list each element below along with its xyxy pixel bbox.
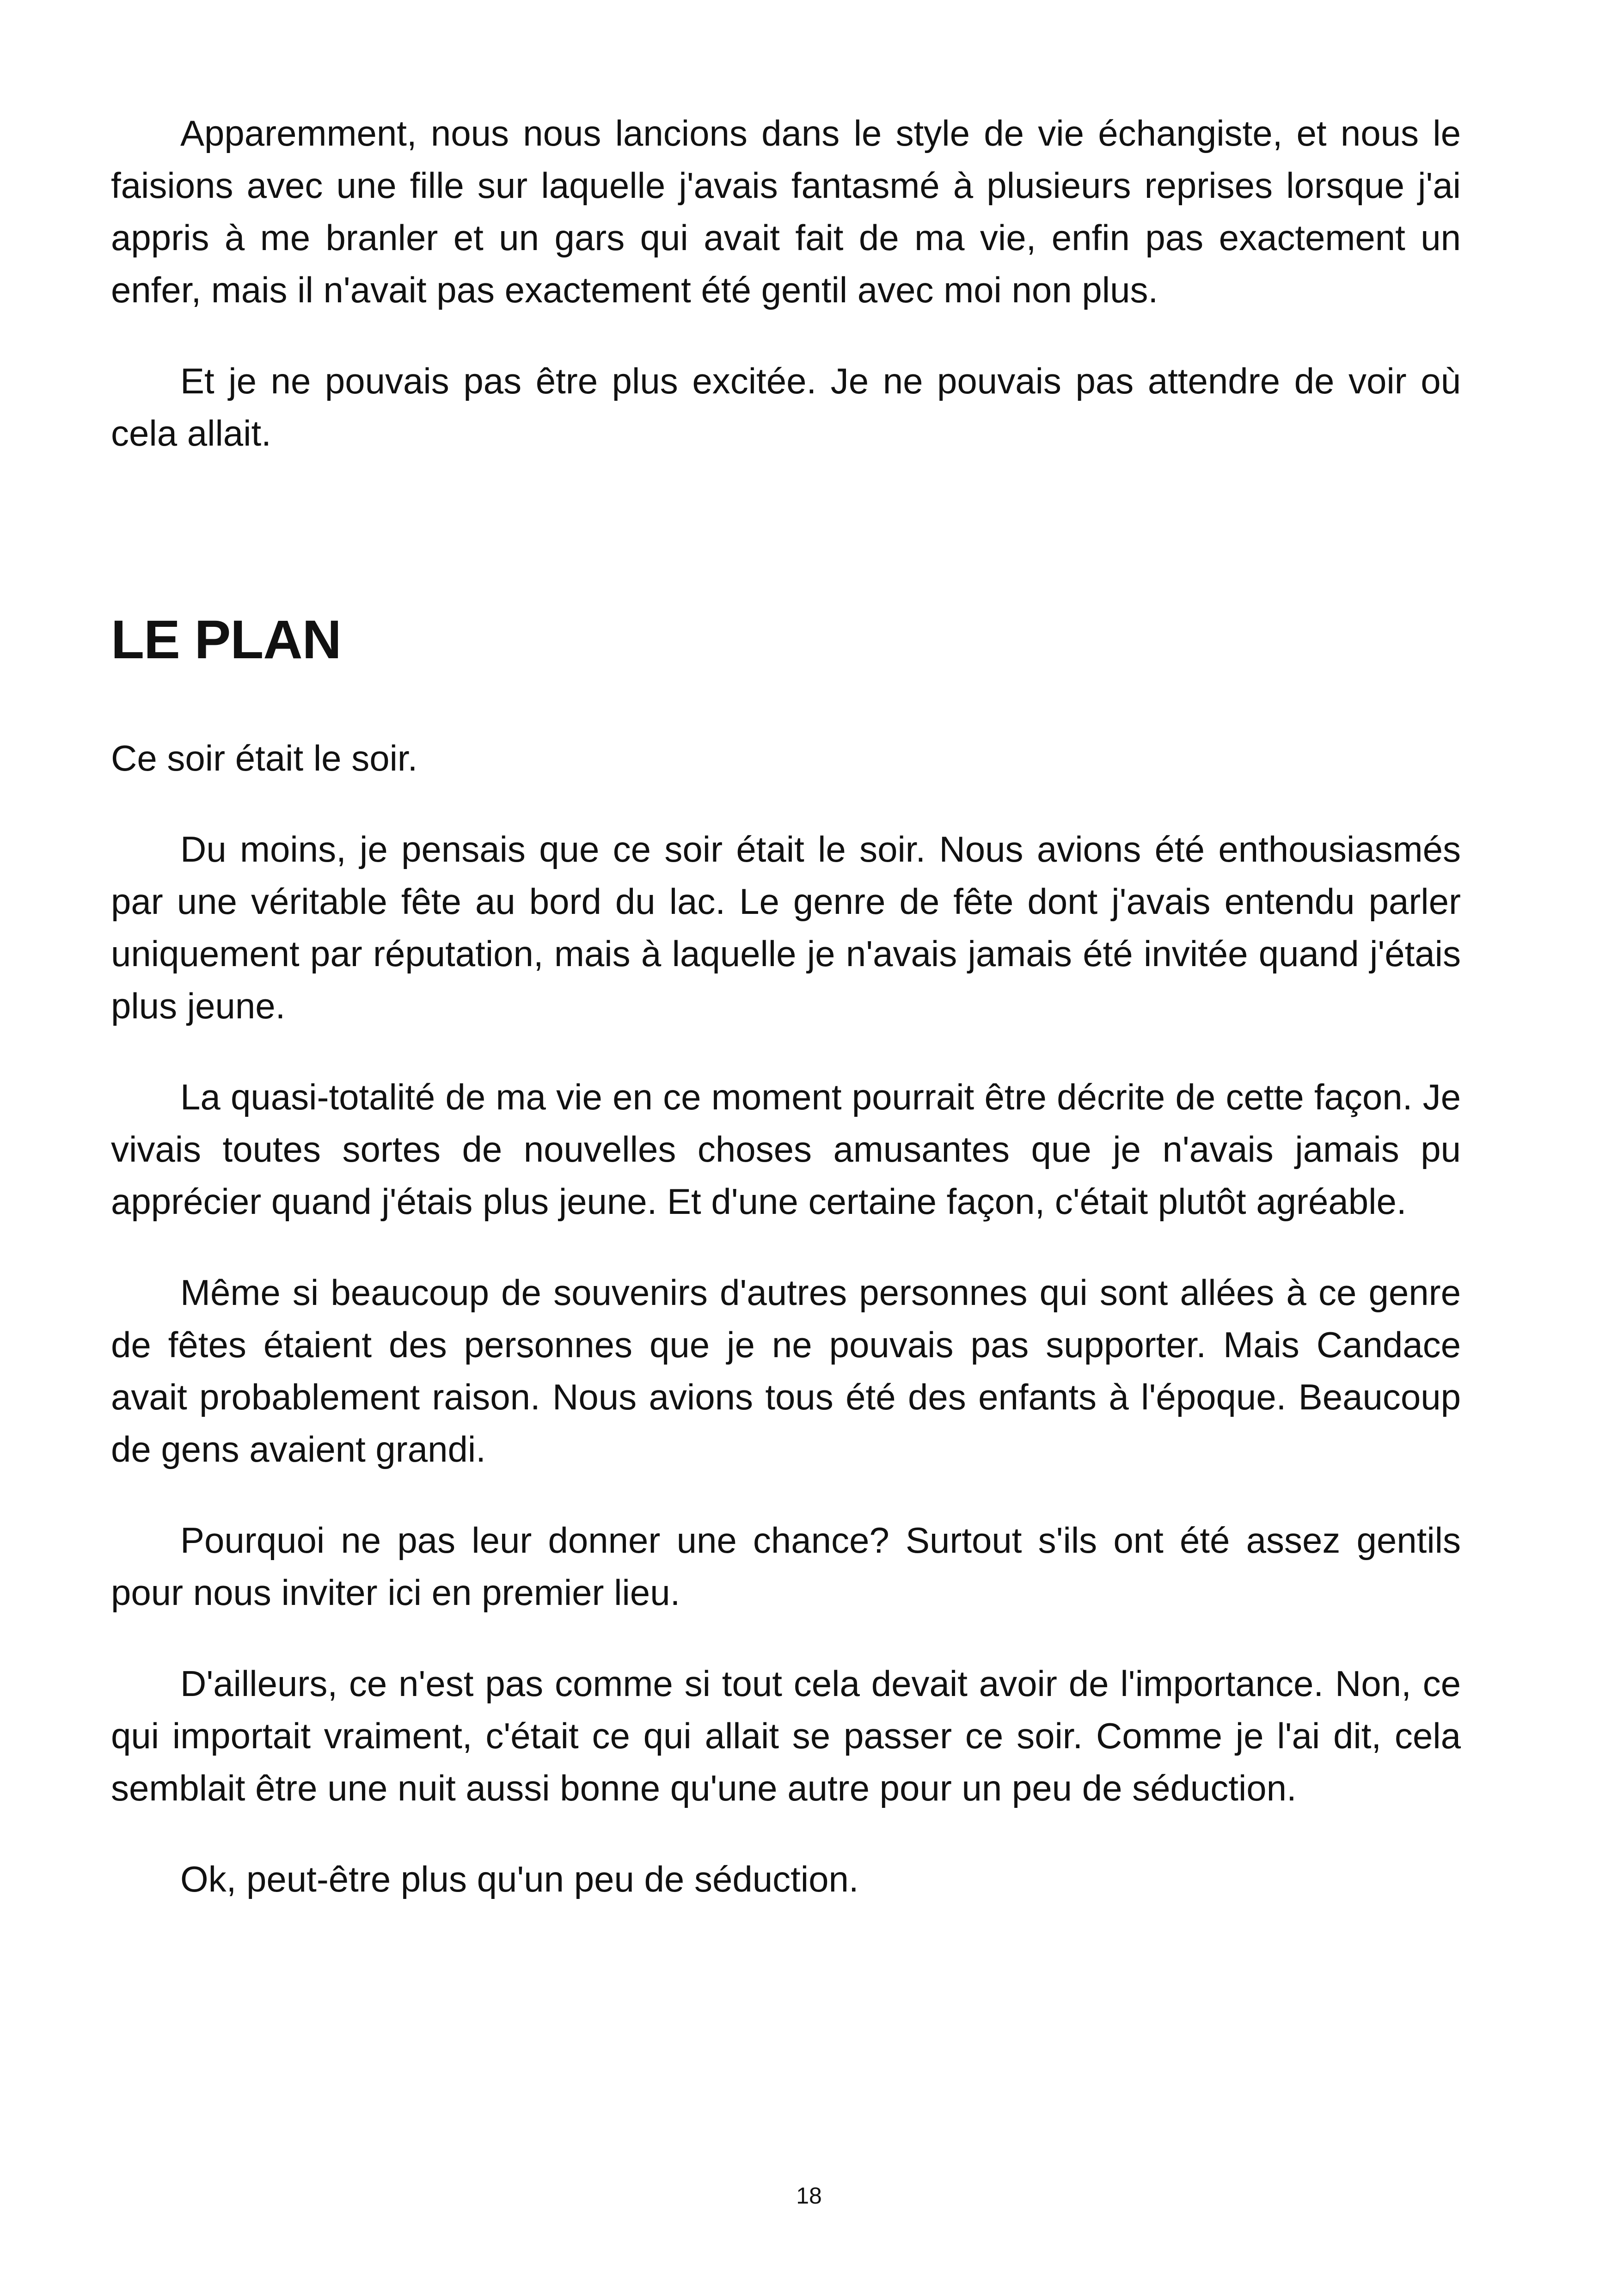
chapter-opening: Ce soir était le soir. — [111, 738, 418, 778]
chapter-paragraph-5: D'ailleurs, ce n'est pas comme si tout cela devait avoir de l'importance. Non, ce qui importait vraiment, c'était ce qui allait se passer ce soir. Comme je l'ai dit, cela semblait être une nuit aussi bonne qu'une autre pour un peu de séduction. — [111, 1663, 1461, 1808]
chapter-title: LE PLAN — [111, 609, 341, 670]
chapter-paragraph-1: Du moins, je pensais que ce soir était le soir. Nous avions été enthousiasmés par une véritable fête au bord du lac. Le genre de fête dont j'avais entendu parler uniquement par réputation, mais à laquelle je n'avais jamais été invitée quand j'étais plus jeune. — [111, 829, 1461, 1026]
chapter-paragraph-3: Même si beaucoup de souvenirs d'autres personnes qui sont allées à ce genre de fêtes étaient des personnes que je ne pouvais pas supporter. Mais Candace avait probablement raison. Nous avions tous été des enfants à l'époque. Beaucoup de gens avaient grandi. — [111, 1272, 1461, 1469]
page-body — [111, 107, 1461, 1905]
page-number: 18 — [796, 2183, 822, 2209]
intro-paragraph-1: Apparemment, nous nous lancions dans le style de vie échangiste, et nous le faisions avec une fille sur laquelle j'avais fantasmé à plusieurs reprises lorsque j'ai appris à me branler et un gars qui avait fait de ma vie, enfin pas exactement un enfer, mais il n'avait pas exactement été gentil avec moi non plus. — [111, 113, 1461, 310]
chapter-paragraph-2: La quasi-totalité de ma vie en ce moment pourrait être décrite de cette façon. Je vivais toutes sortes de nouvelles choses amusantes que je n'avais jamais pu apprécier quand j'étais plus jeune. Et d'une certaine façon, c'était plutôt agréable. — [111, 1077, 1461, 1222]
chapter-paragraph-4: Pourquoi ne pas leur donner une chance? Surtout s'ils ont été assez gentils pour nous inviter ici en premier lieu. — [111, 1520, 1461, 1613]
intro-paragraph-2: Et je ne pouvais pas être plus excitée. Je ne pouvais pas attendre de voir où cela allait. — [111, 361, 1461, 453]
chapter-paragraph-6: Ok, peut-être plus qu'un peu de séduction. — [180, 1859, 859, 1899]
